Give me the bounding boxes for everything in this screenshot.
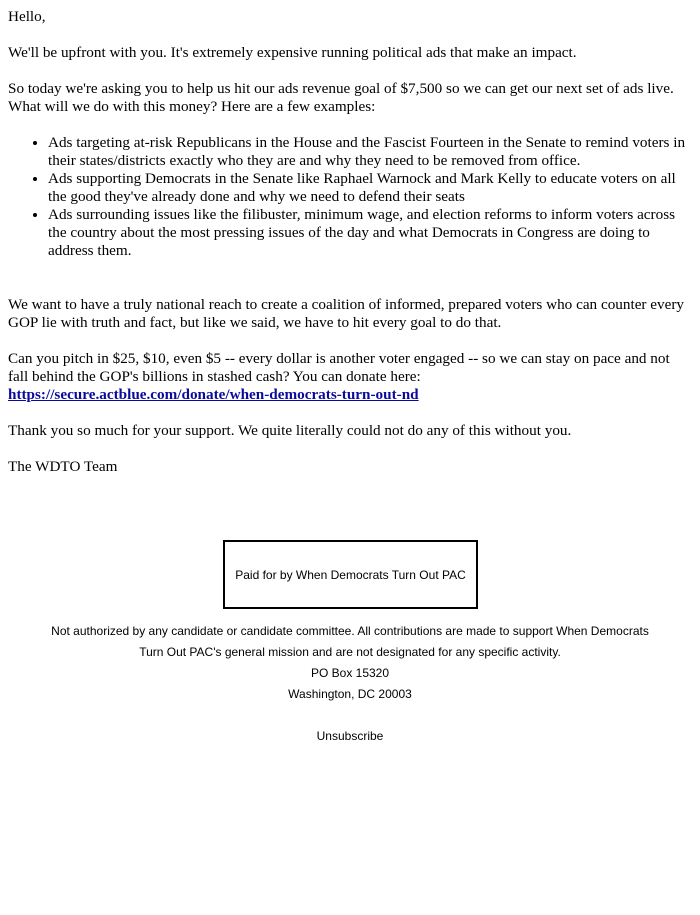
intro-paragraph: We'll be upfront with you. It's extremely expensive running political ads that make an impact. <box>8 44 577 61</box>
footer <box>0 621 700 747</box>
city-address: Washington, DC 20003 <box>288 687 412 701</box>
examples-list <box>8 134 692 260</box>
signature: The WDTO Team <box>8 458 118 475</box>
spacer <box>8 278 692 296</box>
po-box: PO Box 15320 <box>310 666 390 680</box>
paid-for-text: Paid for by When Democrats Turn Out PAC <box>235 567 466 582</box>
donate-link[interactable]: https://secure.actblue.com/donate/when-democrats-turn-out-nd <box>8 386 419 403</box>
ask-paragraph: So today we're asking you to help us hit our ads revenue goal of $7,500 so we can get our next set of ads live. What will we do with this money? Here are a few examples: <box>8 80 674 115</box>
pitch-text: Can you pitch in $25, $10, even $5 -- every dollar is another voter engaged -- so we can stay on pace and not fall behind the GOP's billions in stashed cash? You can donate here: <box>8 350 670 385</box>
reach-paragraph: We want to have a truly national reach to create a coalition of informed, prepared voters who can counter every GOP lie with truth and fact, but like we said, we have to hit every goal to do that. <box>8 296 685 331</box>
greeting: Hello, <box>8 8 46 25</box>
thanks-paragraph: Thank you so much for your support. We quite literally could not do any of this without you. <box>8 422 572 439</box>
list-item: • Ads targeting at-risk Republicans in the House and the Fascist Fourteen in the Senate to remind voters in their states/districts exactly who they are and why they need to be removed from office. <box>48 134 692 170</box>
unsubscribe-link[interactable]: Unsubscribe <box>316 729 384 743</box>
pitch-paragraph <box>8 350 692 404</box>
list-item: • Ads surrounding issues like the filibuster, minimum wage, and election reforms to inform voters across the country about the most pressing issues of the day and what Democrats in Congress are doing to address them. <box>48 206 692 260</box>
paid-for-box <box>223 540 478 609</box>
disclaimer-text: Not authorized by any candidate or candidate committee. All contributions are made to support When Democrats Turn Out PAC's general mission and are not designated for any specific activity. <box>51 624 649 659</box>
email-body <box>8 8 692 494</box>
list-item: • Ads supporting Democrats in the Senate like Raphael Warnock and Mark Kelly to educate voters on all the good they've already done and why we need to defend their seats <box>48 170 692 206</box>
